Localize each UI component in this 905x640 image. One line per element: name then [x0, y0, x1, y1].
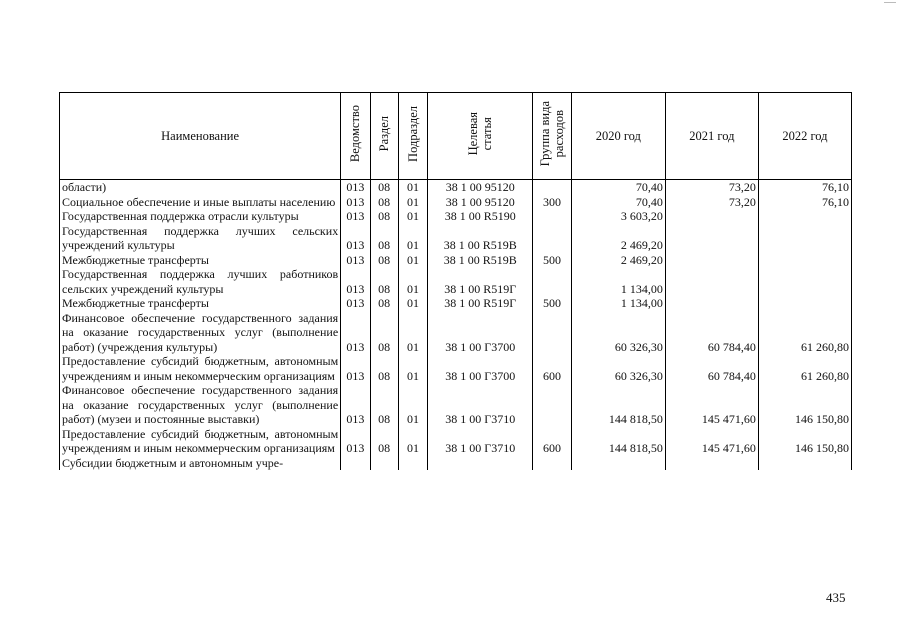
cell-2020: 1 134,00 [571, 267, 665, 296]
cell-2020: 70,40 [571, 180, 665, 195]
cell-name: Предоставление субсидий бюджетным, автономным учреждениям и иным некоммерческим организациям [60, 427, 341, 456]
cell-podrazdel: 01 [398, 195, 427, 210]
cell-podrazdel: 01 [398, 427, 427, 456]
table-row [60, 383, 852, 427]
cell-2020: 1 134,00 [571, 296, 665, 311]
header-podrazdel [398, 93, 427, 180]
cell-2020: 3 603,20 [571, 209, 665, 224]
cell-razdel: 08 [370, 224, 398, 253]
page-number: 435 [826, 590, 846, 605]
header-2022 [758, 93, 851, 180]
header-name-text: Наименование [161, 128, 240, 143]
cell-razdel: 08 [370, 383, 398, 427]
cell-vedomstvo: 013 [341, 195, 370, 210]
cell-2021 [665, 209, 758, 224]
cell-gruppa [533, 180, 571, 195]
cell-2020: 60 326,30 [571, 354, 665, 383]
table-row [60, 311, 852, 355]
cell-2022 [758, 296, 851, 311]
cell-celevaya: 38 1 00 95120 [428, 180, 533, 195]
header-vedomstvo [341, 93, 370, 180]
cell-gruppa: 600 [533, 427, 571, 456]
header-2021 [665, 93, 758, 180]
cell-podrazdel: 01 [398, 383, 427, 427]
cell-razdel: 08 [370, 354, 398, 383]
cell-vedomstvo: 013 [341, 209, 370, 224]
cell-2021 [665, 224, 758, 253]
cell-razdel: 08 [370, 427, 398, 456]
cell-celevaya: 38 1 00 Г3710 [428, 383, 533, 427]
header-gruppa [533, 93, 571, 180]
cell-2022 [758, 253, 851, 268]
cell-celevaya: 38 1 00 Г3700 [428, 354, 533, 383]
cell-celevaya: 38 1 00 Г3710 [428, 427, 533, 456]
cell-celevaya: 38 1 00 95120 [428, 195, 533, 210]
table-row [60, 195, 852, 210]
header-vedomstvo-text: Ведомство [348, 105, 363, 163]
cell-gruppa [533, 311, 571, 355]
cell-2022: 76,10 [758, 180, 851, 195]
header-2020-text: 2020 год [595, 128, 641, 143]
header-gruppa-line1: Группа вида [538, 101, 553, 167]
cell-2021 [665, 267, 758, 296]
cell-razdel [370, 456, 398, 471]
cell-gruppa [533, 209, 571, 224]
table-row [60, 296, 852, 311]
cell-vedomstvo: 013 [341, 224, 370, 253]
cell-name: Финансовое обеспечение государственного задания на оказание государственных услуг (выполнение работ) (музеи и постоянные выставки) [60, 383, 341, 427]
cell-podrazdel: 01 [398, 267, 427, 296]
cell-2021: 60 784,40 [665, 311, 758, 355]
cell-celevaya [428, 456, 533, 471]
header-2022-text: 2022 год [782, 128, 828, 143]
cell-2022 [758, 224, 851, 253]
cell-name: Государственная поддержка лучших работников сельских учреждений культуры [60, 267, 341, 296]
table-row [60, 354, 852, 383]
cell-gruppa [533, 267, 571, 296]
cell-vedomstvo: 013 [341, 427, 370, 456]
cell-2022 [758, 267, 851, 296]
cell-gruppa [533, 456, 571, 471]
cell-podrazdel: 01 [398, 224, 427, 253]
cell-2021 [665, 296, 758, 311]
cell-2021 [665, 253, 758, 268]
cell-2020: 60 326,30 [571, 311, 665, 355]
cell-celevaya: 38 1 00 R519В [428, 224, 533, 253]
cell-2021 [665, 456, 758, 471]
cell-name: Межбюджетные трансферты [60, 296, 341, 311]
cell-2020 [571, 456, 665, 471]
cell-vedomstvo: 013 [341, 354, 370, 383]
cell-2020: 144 818,50 [571, 427, 665, 456]
cell-celevaya: 38 1 00 Г3700 [428, 311, 533, 355]
cell-razdel: 08 [370, 209, 398, 224]
header-podrazdel-text: Подраздел [405, 106, 420, 162]
cell-name: Финансовое обеспечение государственного задания на оказание государственных услуг (выполнение работ) (учреждения культуры) [60, 311, 341, 355]
cell-gruppa: 500 [533, 296, 571, 311]
cell-name: Социальное обеспечение и иные выплаты населению [60, 195, 341, 210]
cell-podrazdel: 01 [398, 354, 427, 383]
cell-razdel: 08 [370, 296, 398, 311]
cell-gruppa: 300 [533, 195, 571, 210]
cell-vedomstvo: 013 [341, 267, 370, 296]
cell-vedomstvo: 013 [341, 253, 370, 268]
cell-name: Предоставление субсидий бюджетным, автономным учреждениям и иным некоммерческим организациям [60, 354, 341, 383]
header-name [60, 93, 341, 180]
table-row [60, 209, 852, 224]
cell-razdel: 08 [370, 195, 398, 210]
cell-2020: 70,40 [571, 195, 665, 210]
cell-name: Межбюджетные трансферты [60, 253, 341, 268]
cell-name: Субсидии бюджетным и автономным учре- [60, 456, 341, 471]
cell-2020: 144 818,50 [571, 383, 665, 427]
cell-2020: 2 469,20 [571, 224, 665, 253]
table-row [60, 224, 852, 253]
header-2021-text: 2021 год [689, 128, 735, 143]
cell-vedomstvo: 013 [341, 383, 370, 427]
cell-2022: 61 260,80 [758, 354, 851, 383]
cell-vedomstvo [341, 456, 370, 471]
cell-celevaya: 38 1 00 R519В [428, 253, 533, 268]
header-celevaya-text [466, 112, 494, 155]
cell-2022 [758, 209, 851, 224]
table-row [60, 427, 852, 456]
budget-table [59, 92, 852, 470]
cell-2021: 60 784,40 [665, 354, 758, 383]
cell-gruppa: 500 [533, 253, 571, 268]
cell-2021: 145 471,60 [665, 427, 758, 456]
cell-gruppa: 600 [533, 354, 571, 383]
cell-vedomstvo: 013 [341, 180, 370, 195]
cell-vedomstvo: 013 [341, 296, 370, 311]
cell-2021: 145 471,60 [665, 383, 758, 427]
cell-vedomstvo: 013 [341, 311, 370, 355]
cell-razdel: 08 [370, 180, 398, 195]
header-2020 [571, 93, 665, 180]
header-gruppa-line2: расходов [552, 110, 567, 158]
cell-2021: 73,20 [665, 195, 758, 210]
cell-2022: 76,10 [758, 195, 851, 210]
cell-2022: 146 150,80 [758, 427, 851, 456]
header-celevaya-line2: статья [480, 117, 495, 151]
cell-razdel: 08 [370, 253, 398, 268]
table-row [60, 253, 852, 268]
cell-podrazdel: 01 [398, 180, 427, 195]
cell-name: области) [60, 180, 341, 195]
cell-name: Государственная поддержка лучших сельских учреждений культуры [60, 224, 341, 253]
cell-podrazdel: 01 [398, 209, 427, 224]
table-row [60, 180, 852, 195]
header-razdel-text: Раздел [377, 116, 392, 152]
cell-razdel: 08 [370, 267, 398, 296]
cell-2021: 73,20 [665, 180, 758, 195]
header-celevaya [428, 93, 533, 180]
header-gruppa-text [538, 101, 566, 166]
cell-2022: 61 260,80 [758, 311, 851, 355]
cell-gruppa [533, 224, 571, 253]
header-celevaya-line1: Целевая [466, 112, 481, 156]
header-razdel [370, 93, 398, 180]
cell-podrazdel: 01 [398, 311, 427, 355]
cell-podrazdel: 01 [398, 253, 427, 268]
corner-mark [884, 2, 896, 3]
cell-podrazdel [398, 456, 427, 471]
cell-2022 [758, 456, 851, 471]
cell-celevaya: 38 1 00 R519Г [428, 296, 533, 311]
table-header-row [60, 93, 852, 180]
cell-2022: 146 150,80 [758, 383, 851, 427]
cell-celevaya: 38 1 00 R5190 [428, 209, 533, 224]
cell-2020: 2 469,20 [571, 253, 665, 268]
cell-gruppa [533, 383, 571, 427]
cell-razdel: 08 [370, 311, 398, 355]
cell-celevaya: 38 1 00 R519Г [428, 267, 533, 296]
cell-podrazdel: 01 [398, 296, 427, 311]
table-row [60, 456, 852, 471]
table-row [60, 267, 852, 296]
cell-name: Государственная поддержка отрасли культуры [60, 209, 341, 224]
